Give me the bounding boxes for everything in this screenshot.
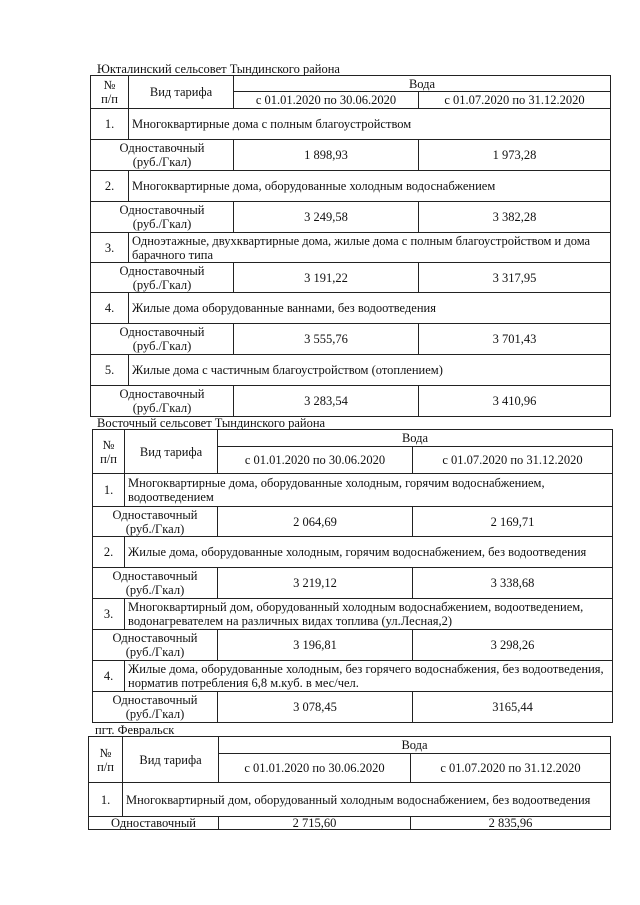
table-row bbox=[91, 171, 611, 202]
header-water: Вода bbox=[234, 76, 611, 92]
header-tariff-kind: Вид тарифа bbox=[123, 737, 219, 783]
section-title: пгт. Февральск bbox=[95, 723, 175, 737]
header-water: Вода bbox=[218, 430, 613, 447]
row-description: Жилые дома оборудованные ваннами, без водоотведения bbox=[129, 293, 611, 324]
tariff-kind: Одноставочный (руб./Гкал) bbox=[91, 263, 234, 293]
table-row bbox=[93, 507, 613, 537]
table-row bbox=[93, 537, 613, 568]
row-description: Жилые дома, оборудованные холодным, горячим водоснабжением, без водоотведения bbox=[125, 537, 613, 568]
tariff-kind: Одноставочный bbox=[89, 817, 219, 830]
value-period-2: 3 410,96 bbox=[419, 386, 611, 417]
value-period-2: 3 298,26 bbox=[413, 630, 613, 661]
row-description: Жилые дома, оборудованные холодным, без горячего водоснабжения, без водоотведения, норматив потребления 6,8 м.куб. в мес/чел. bbox=[125, 661, 613, 692]
row-number: 1. bbox=[89, 783, 123, 817]
header-period-2: с 01.07.2020 по 31.12.2020 bbox=[413, 447, 613, 474]
table-row bbox=[91, 263, 611, 293]
table-row bbox=[93, 661, 613, 692]
value-period-2: 3 382,28 bbox=[419, 202, 611, 233]
header-tariff-kind: Вид тарифа bbox=[129, 76, 234, 109]
table-row bbox=[91, 386, 611, 417]
tariff-kind: Одноставочный (руб./Гкал) bbox=[91, 386, 234, 417]
tariff-kind: Одноставочный (руб./Гкал) bbox=[91, 140, 234, 171]
table-row bbox=[89, 817, 611, 830]
table-row bbox=[91, 293, 611, 324]
value-period-1: 2 715,60 bbox=[219, 817, 411, 830]
tariff-table bbox=[90, 75, 611, 417]
table-row bbox=[91, 355, 611, 386]
header-tariff-kind: Вид тарифа bbox=[125, 430, 218, 474]
tariff-table bbox=[92, 429, 613, 723]
table-row bbox=[91, 324, 611, 355]
row-number: 4. bbox=[93, 661, 125, 692]
table-row bbox=[93, 568, 613, 599]
table-row bbox=[89, 783, 611, 817]
value-period-1: 1 898,93 bbox=[234, 140, 419, 171]
value-period-1: 3 249,58 bbox=[234, 202, 419, 233]
tariff-table bbox=[88, 736, 611, 830]
value-period-2: 3 701,43 bbox=[419, 324, 611, 355]
row-number: 3. bbox=[91, 233, 129, 263]
tariff-kind: Одноставочный (руб./Гкал) bbox=[91, 324, 234, 355]
table-row bbox=[93, 474, 613, 507]
value-period-2: 2 835,96 bbox=[411, 817, 611, 830]
row-description: Многоквартирный дом, оборудованный холодным водоснабжением, водоотведением, водонагревателем на различных видах топлива (ул.Лесная,2) bbox=[125, 599, 613, 630]
row-description: Многоквартирные дома с полным благоустройством bbox=[129, 109, 611, 140]
value-period-2: 2 169,71 bbox=[413, 507, 613, 537]
row-number: 1. bbox=[93, 474, 125, 507]
row-number: 2. bbox=[93, 537, 125, 568]
row-description: Жилые дома с частичным благоустройством (отоплением) bbox=[129, 355, 611, 386]
row-description: Многоквартирный дом, оборудованный холодным водоснабжением, без водоотведения bbox=[123, 783, 611, 817]
tariff-kind: Одноставочный (руб./Гкал) bbox=[93, 692, 218, 723]
header-period-1: с 01.01.2020 по 30.06.2020 bbox=[218, 447, 413, 474]
row-number: 4. bbox=[91, 293, 129, 324]
section-title: Юкталинский сельсовет Тындинского района bbox=[97, 62, 340, 76]
row-number: 3. bbox=[93, 599, 125, 630]
header-number: № п/п bbox=[91, 76, 129, 109]
header-number: № п/п bbox=[93, 430, 125, 474]
row-description: Многоквартирные дома, оборудованные холодным, горячим водоснабжением, водоотведением bbox=[125, 474, 613, 507]
header-period-2: с 01.07.2020 по 31.12.2020 bbox=[411, 754, 611, 783]
value-period-1: 3 555,76 bbox=[234, 324, 419, 355]
table-row bbox=[93, 630, 613, 661]
value-period-2: 3165,44 bbox=[413, 692, 613, 723]
value-period-1: 3 078,45 bbox=[218, 692, 413, 723]
row-number: 1. bbox=[91, 109, 129, 140]
table-row bbox=[93, 692, 613, 723]
tariff-kind: Одноставочный (руб./Гкал) bbox=[93, 630, 218, 661]
row-description: Многоквартирные дома, оборудованные холодным водоснабжением bbox=[129, 171, 611, 202]
table-row bbox=[91, 202, 611, 233]
header-period-2: с 01.07.2020 по 31.12.2020 bbox=[419, 92, 611, 109]
header-period-1: с 01.01.2020 по 30.06.2020 bbox=[234, 92, 419, 109]
table-row bbox=[91, 233, 611, 263]
value-period-1: 2 064,69 bbox=[218, 507, 413, 537]
row-description: Одноэтажные, двухквартирные дома, жилые дома с полным благоустройством и дома барачного типа bbox=[129, 233, 611, 263]
table-row bbox=[91, 140, 611, 171]
value-period-2: 3 317,95 bbox=[419, 263, 611, 293]
table-row bbox=[91, 109, 611, 140]
value-period-1: 3 219,12 bbox=[218, 568, 413, 599]
tariff-kind: Одноставочный (руб./Гкал) bbox=[91, 202, 234, 233]
value-period-1: 3 191,22 bbox=[234, 263, 419, 293]
value-period-1: 3 196,81 bbox=[218, 630, 413, 661]
table-row bbox=[93, 599, 613, 630]
value-period-1: 3 283,54 bbox=[234, 386, 419, 417]
value-period-2: 3 338,68 bbox=[413, 568, 613, 599]
tariff-kind: Одноставочный (руб./Гкал) bbox=[93, 507, 218, 537]
header-water: Вода bbox=[219, 737, 611, 754]
value-period-2: 1 973,28 bbox=[419, 140, 611, 171]
row-number: 5. bbox=[91, 355, 129, 386]
section-title: Восточный сельсовет Тындинского района bbox=[97, 416, 326, 430]
row-number: 2. bbox=[91, 171, 129, 202]
header-period-1: с 01.01.2020 по 30.06.2020 bbox=[219, 754, 411, 783]
header-number: № п/п bbox=[89, 737, 123, 783]
tariff-kind: Одноставочный (руб./Гкал) bbox=[93, 568, 218, 599]
